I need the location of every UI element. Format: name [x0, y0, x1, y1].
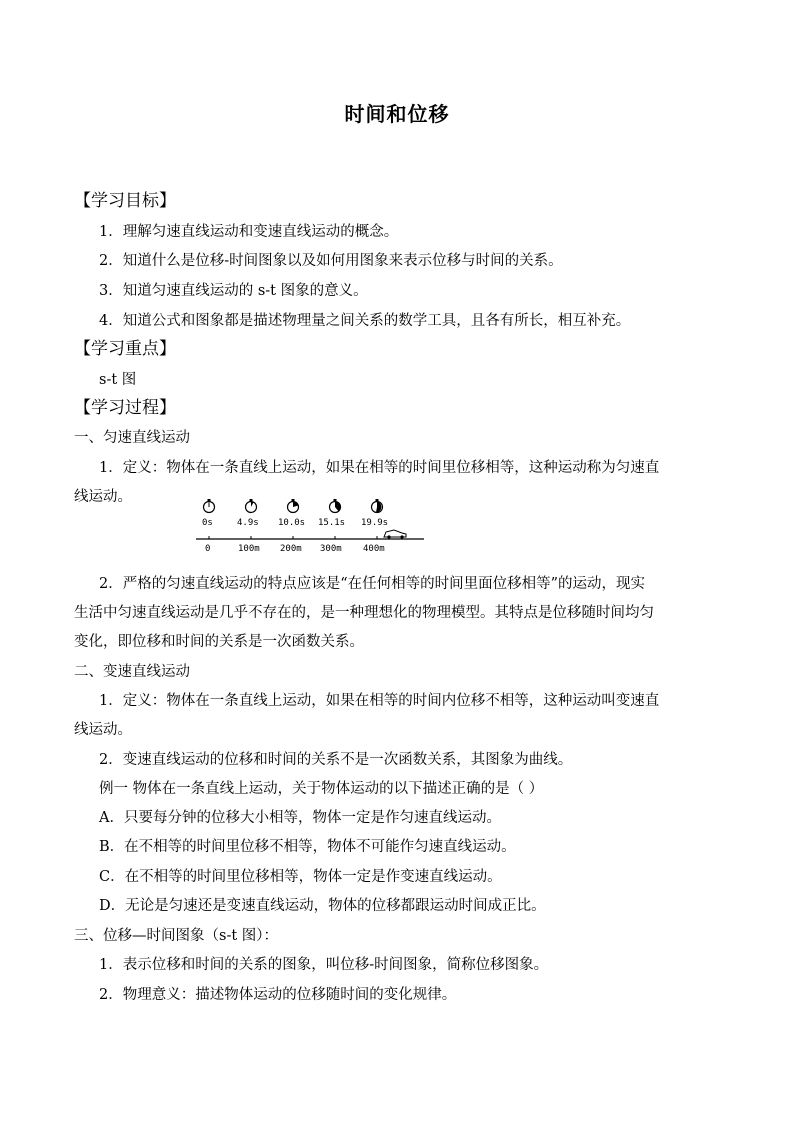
example-option: C．在不相等的时间里位移相等，物体一定是作变速直线运动。: [99, 869, 502, 885]
stopwatch-icon: [330, 499, 341, 513]
key-heading: 【学习重点】: [74, 339, 176, 359]
time-label: 10.0s: [278, 518, 306, 528]
distance-label: 400m: [363, 544, 385, 554]
page-title: 时间和位移: [344, 102, 450, 126]
stopwatch-icon: [372, 499, 383, 513]
time-label: 19.9s: [361, 518, 389, 528]
paragraph-line: 2．变速直线运动的位移和时间的关系不是一次函数关系，其图象为曲线。: [99, 752, 573, 768]
car-icon: [384, 530, 406, 539]
stopwatch-icon: [246, 499, 257, 513]
paragraph-line: 1．定义：物体在一条直线上运动，如果在相等的时间里位移相等，这种运动称为匀速直: [99, 460, 660, 476]
paragraph-line: 线运动。: [74, 489, 132, 505]
time-label: 15.1s: [318, 518, 346, 528]
goals-heading: 【学习目标】: [74, 191, 176, 211]
section-heading-uniform-motion: 一、匀速直线运动: [74, 430, 190, 446]
distance-label: 0: [205, 544, 211, 554]
paragraph-line: 1．定义：物体在一条直线上运动，如果在相等的时间内位移不相等，这种运动叫变速直: [99, 693, 660, 709]
distance-label: 100m: [238, 544, 260, 554]
process-heading: 【学习过程】: [74, 398, 176, 418]
goal-item: 1．理解匀速直线运动和变速直线运动的概念。: [99, 224, 399, 240]
time-label: 0s: [202, 518, 213, 528]
motion-diagram: [192, 494, 428, 556]
distance-label: 200m: [280, 544, 302, 554]
example-question: 例一 物体在一条直线上运动，关于物体运动的以下描述正确的是（ ）: [99, 781, 544, 797]
key-point: s-t 图: [99, 372, 137, 388]
goal-item: 3．知道匀速直线运动的 s-t 图象的意义。: [99, 283, 368, 299]
paragraph-line: 生活中匀速直线运动是几乎不存在的，是一种理想化的物理模型。其特点是位移随时间均匀: [74, 605, 654, 621]
example-option: B．在不相等的时间里位移不相等，物体不可能作匀速直线运动。: [99, 839, 516, 855]
paragraph-line: 线运动。: [74, 722, 132, 738]
goal-item: 2．知道什么是位移-时间图象以及如何用图象来表示位移与时间的关系。: [99, 253, 563, 269]
paragraph-line: 2．严格的匀速直线运动的特点应该是“在任何相等的时间里面位移相等”的运动，现实: [99, 576, 646, 592]
paragraph-line: 2．物理意义：描述物体运动的位移随时间的变化规律。: [99, 987, 457, 1003]
goal-item: 4．知道公式和图象都是描述物理量之间关系的数学工具，且各有所长，相互补充。: [99, 313, 631, 329]
section-heading-variable-motion: 二、变速直线运动: [74, 664, 190, 680]
stopwatch-icon: [204, 499, 215, 513]
example-option: A．只要每分钟的位移大小相等，物体一定是作匀速直线运动。: [99, 810, 501, 826]
paragraph-line: 1．表示位移和时间的关系的图象，叫位移-时间图象，简称位移图象。: [99, 957, 549, 973]
distance-label: 300m: [320, 544, 342, 554]
paragraph-line: 变化，即位移和时间的关系是一次函数关系。: [74, 634, 364, 650]
section-heading-st-graph: 三、位移—时间图象（s-t 图）：: [74, 928, 279, 944]
time-label: 4.9s: [237, 518, 259, 528]
stopwatch-icon: [288, 499, 299, 513]
example-option: D．无论是匀速还是变速直线运动，物体的位移都跟运动时间成正比。: [99, 898, 546, 914]
